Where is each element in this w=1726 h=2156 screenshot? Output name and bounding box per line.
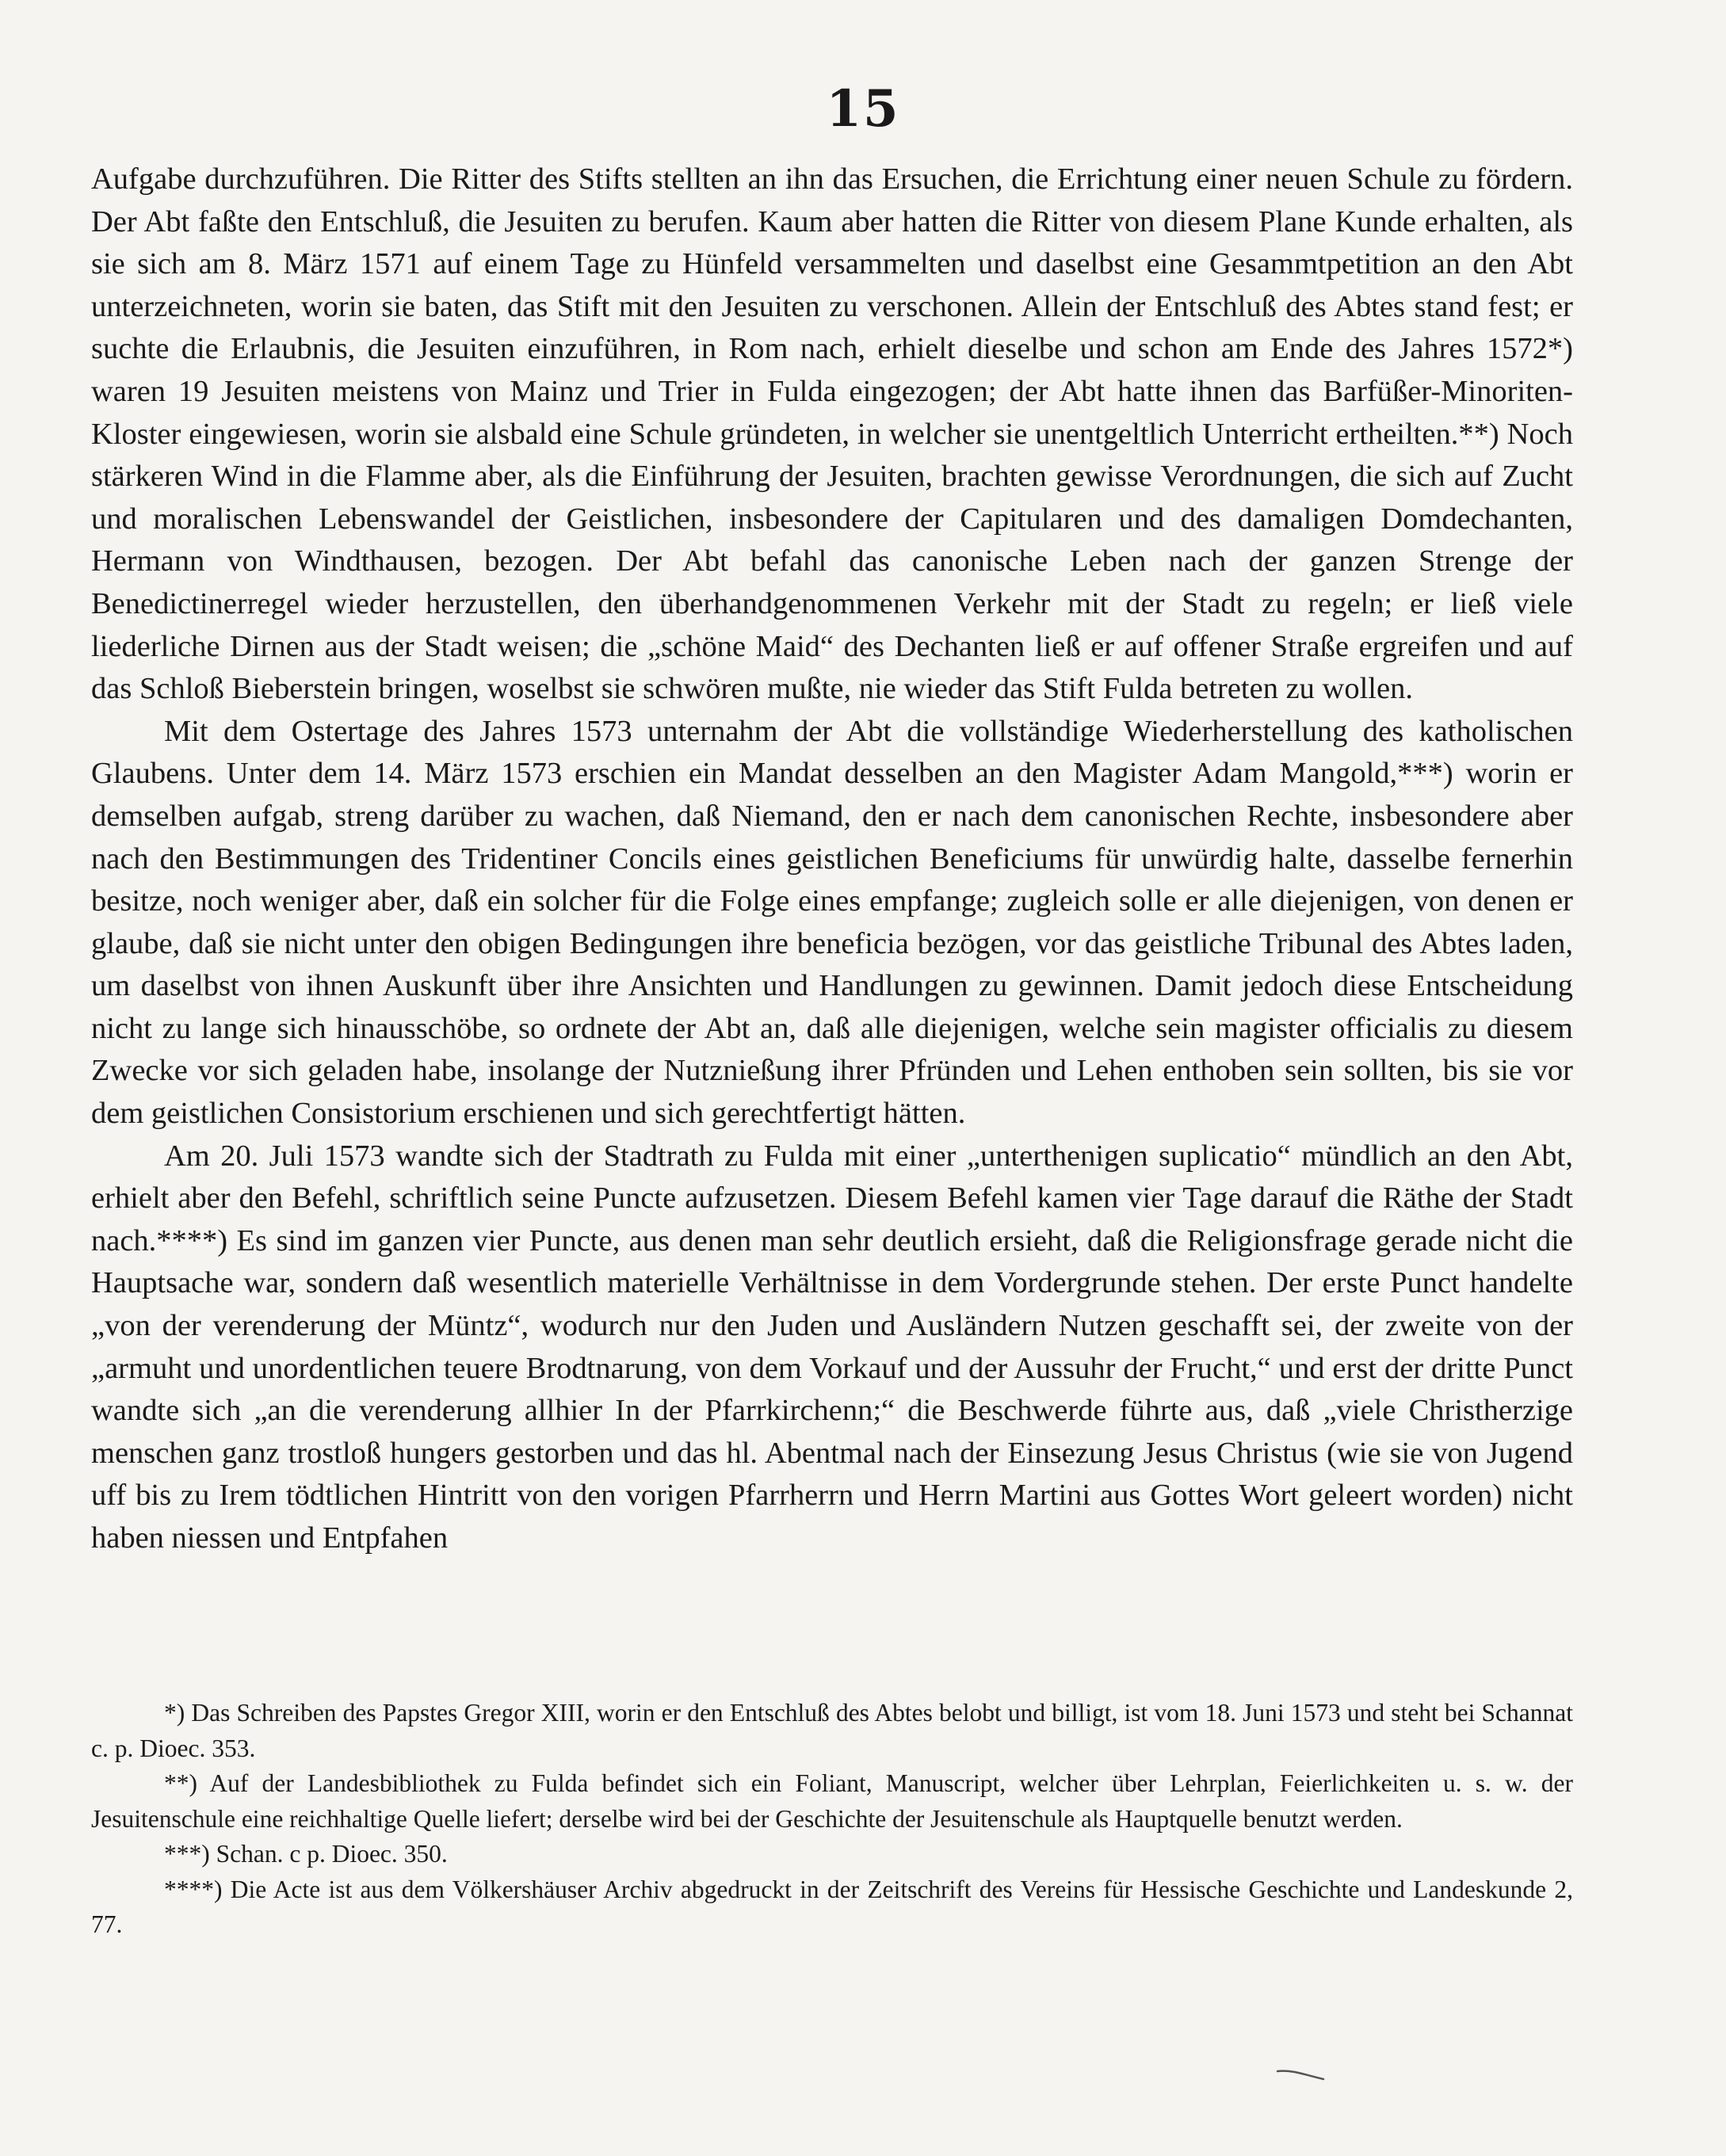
- paragraph-3: Am 20. Juli 1573 wandte sich der Stadtrath zu Fulda mit einer „unterthenigen suplicatio“ mündlich an den Abt, erhielt aber den Befehl, schriftlich seine Puncte aufzusetzen. Diesem Befehl kamen vier Tage darauf die Räthe der Stadt nach.****) Es sind im ganzen vier Puncte, aus denen man sehr deutlich ersieht, daß die Religionsfrage gerade nicht die Hauptsache war, sondern daß wesentlich materielle Verhältnisse in dem Vordergrunde stehen. Der erste Punct handelte „von der verenderung der Müntz“, wodurch nur den Juden und Ausländern Nutzen geschafft sei, der zweite von der „armuht und unordentlichen teuere Brodtnarung, von dem Vorkauf und der Aussuhr der Frucht,“ und erst der dritte Punct wandte sich „an die verenderung allhier In der Pfarrkirchenn;“ die Beschwerde führte aus, daß „viele Christherzige menschen ganz trostloß hungers gestorben und das hl. Abentmal nach der Einsezung Jesus Christus (wie sie von Jugend uff bis zu Irem tödtlichen Hintritt von den vorigen Pfarrherrn und Herrn Martini aus Gottes Wort geleert worden) nicht haben niessen und Entpfahen: [91, 1139, 1573, 1555]
- ink-smudge-mark: [1276, 2066, 1325, 2082]
- page-number: 15: [826, 79, 900, 139]
- footnote-2: **) Auf der Landesbibliothek zu Fulda befindet sich ein Foliant, Manuscript, welcher über Lehrplan, Feierlichkeiten u. s. w. der Jesuitenschule eine reichhaltige Quelle liefert; derselbe wird bei der Geschichte der Jesuitenschule als Hauptquelle benutzt werden.: [91, 1769, 1573, 1833]
- footnote-4: ****) Die Acte ist aus dem Völkershäuser Archiv abgedruckt in der Zeitschrift des Vereins für Hessische Geschichte und Landeskunde 2, 77.: [91, 1875, 1573, 1938]
- main-text: [91, 158, 1573, 1560]
- footnote-3: ***) Schan. c p. Dioec. 350.: [164, 1840, 448, 1868]
- paragraph-2: Mit dem Ostertage des Jahres 1573 unternahm der Abt die vollständige Wiederherstellung des katholischen Glaubens. Unter dem 14. März 1573 erschien ein Mandat desselben an den Magister Adam Mangold,***) worin er demselben aufgab, streng darüber zu wachen, daß Niemand, den er nach dem canonischen Rechte, insbesondere aber nach den Bestimmungen des Tridentiner Concils eines geistlichen Beneficiums für unwürdig halte, dasselbe fernerhin besitze, noch weniger aber, daß ein solcher für die Folge eines empfange; zugleich solle er alle diejenigen, von denen er glaube, daß sie nicht unter den obigen Bedingungen ihre beneficia bezögen, vor das geistliche Tribunal des Abtes laden, um daselbst von ihnen Auskunft über ihre Ansichten und Handlungen zu gewinnen. Damit jedoch diese Entscheidung nicht zu lange sich hinausschöbe, so ordnete der Abt an, daß alle diejenigen, welche sein magister officialis zu diesem Zwecke vor sich geladen habe, insolange der Nutznießung ihrer Pfründen und Lehen enthoben sein sollten, bis sie vor dem geistlichen Consistorium erschienen und sich gerechtfertigt hätten.: [91, 714, 1573, 1131]
- paragraph-1: Aufgabe durchzuführen. Die Ritter des Stifts stellten an ihn das Ersuchen, die Errichtung einer neuen Schule zu fördern. Der Abt faßte den Entschluß, die Jesuiten zu berufen. Kaum aber hatten die Ritter von diesem Plane Kunde erhalten, als sie sich am 8. März 1571 auf einem Tage zu Hünfeld versammelten und daselbst eine Gesammtpetition an den Abt unterzeichneten, worin sie baten, das Stift mit den Jesuiten zu verschonen. Allein der Entschluß des Abtes stand fest; er suchte die Erlaubnis, die Jesuiten einzuführen, in Rom nach, erhielt dieselbe und schon am Ende des Jahres 1572*) waren 19 Jesuiten meistens von Mainz und Trier in Fulda eingezogen; der Abt hatte ihnen das Barfüßer-Minoriten-Kloster eingewiesen, worin sie alsbald eine Schule gründeten, in welcher sie unentgeltlich Unterricht ertheilten.**) Noch stärkeren Wind in die Flamme aber, als die Einführung der Jesuiten, brachten gewisse Verordnungen, die sich auf Zucht und moralischen Lebenswandel der Geistlichen, insbesondere der Capitularen und des damaligen Domdechanten, Hermann von Windthausen, bezogen. Der Abt befahl das canonische Leben nach der ganzen Strenge der Benedictinerregel wieder herzustellen, den überhandgenommenen Verkehr mit der Stadt zu regeln; er ließ viele liederliche Dirnen aus der Stadt weisen; die „schöne Maid“ des Dechanten ließ er auf offener Straße ergreifen und auf das Schloß Bieberstein bringen, woselbst sie schwören mußte, nie wieder das Stift Fulda betreten zu wollen.: [91, 162, 1573, 706]
- footnotes: [91, 1696, 1573, 1943]
- footnote-1: *) Das Schreiben des Papstes Gregor XIII, worin er den Entschluß des Abtes belobt und billigt, ist vom 18. Juni 1573 und steht bei Schannat c. p. Dioec. 353.: [91, 1699, 1573, 1762]
